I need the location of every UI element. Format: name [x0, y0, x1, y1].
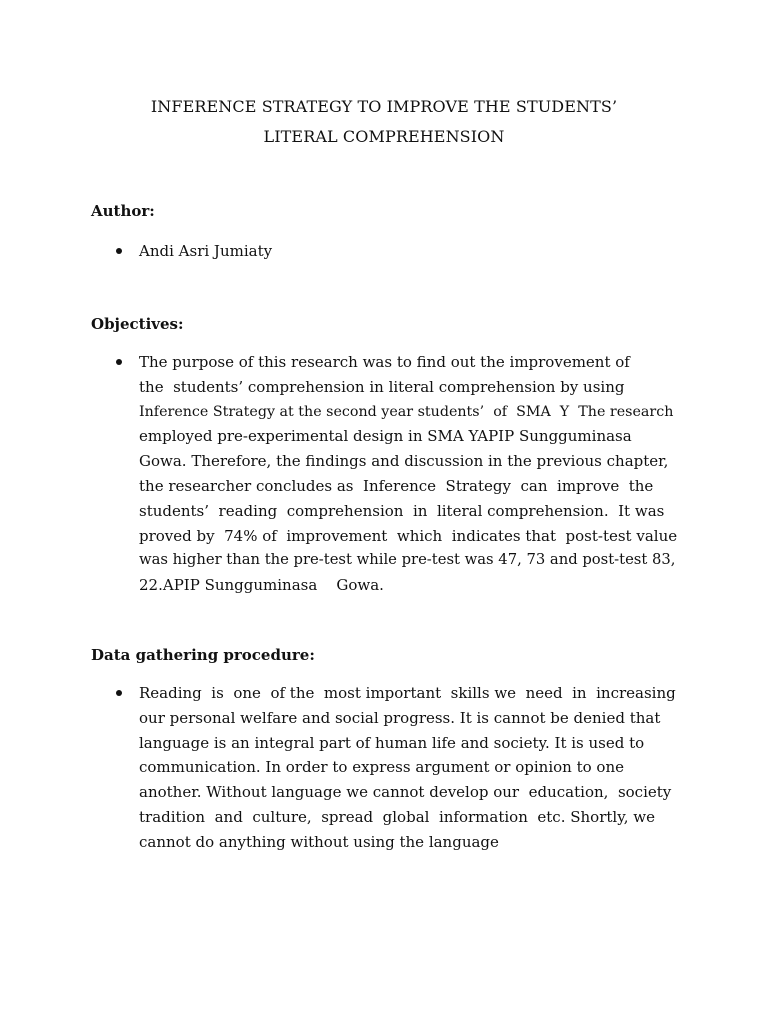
- text-line: Gowa. Therefore, the findings and discussion in the previous chapter,: [139, 452, 669, 471]
- text-line: students’ reading comprehension in literal comprehension. It was: [139, 501, 665, 520]
- objectives-paragraph: [114, 350, 680, 598]
- document-title: [0, 92, 768, 152]
- objectives-heading: Objectives:: [91, 315, 184, 333]
- objectives-list: [114, 350, 680, 598]
- bullet-icon: [116, 248, 122, 254]
- text-line: our personal welfare and social progress. It is cannot be denied that: [139, 708, 661, 727]
- text-line: another. Without language we cannot develop our education, society: [139, 783, 672, 802]
- text-line: proved by 74% of improvement which indicates that post-test value: [139, 526, 678, 545]
- text-line: language is an integral part of human life and society. It is used to: [139, 733, 645, 752]
- author-list: [114, 240, 680, 262]
- text-line: tradition and culture, spread global information etc. Shortly, we: [139, 807, 655, 826]
- text-line: was higher than the pre-test while pre-test was 47, 73 and post-test 83,: [139, 551, 676, 569]
- text-line: Reading is one of the most important skills we need in increasing: [139, 684, 676, 702]
- text-line: communication. In order to express argument or opinion to one: [139, 758, 624, 777]
- data-gathering-paragraph: [114, 681, 680, 855]
- author-heading: Author:: [91, 202, 155, 220]
- data-gathering-heading: Data gathering procedure:: [91, 646, 315, 664]
- text-line: 22.APIP Sungguminasa Gowa.: [139, 576, 384, 595]
- author-item: [114, 240, 680, 262]
- title-line-2: LITERAL COMPREHENSION: [263, 127, 505, 146]
- text-line: the researcher concludes as Inference Strategy can improve the: [139, 476, 654, 495]
- data-gathering-list: [114, 681, 680, 855]
- author-name: Andi Asri Jumiaty: [139, 242, 273, 260]
- text-line: employed pre-experimental design in SMA YAPIP Sungguminasa: [139, 427, 632, 446]
- bullet-icon: [116, 359, 122, 365]
- text-line: cannot do anything without using the language: [139, 832, 499, 851]
- bullet-icon: [116, 690, 122, 696]
- text-line: The purpose of this research was to find out the improvement of: [139, 353, 630, 371]
- text-line: Inference Strategy at the second year students’ of SMA Y The research: [139, 403, 674, 420]
- title-line-1: INFERENCE STRATEGY TO IMPROVE THE STUDENTS’: [150, 97, 618, 116]
- text-line: the students’ comprehension in literal comprehension by using: [139, 377, 625, 396]
